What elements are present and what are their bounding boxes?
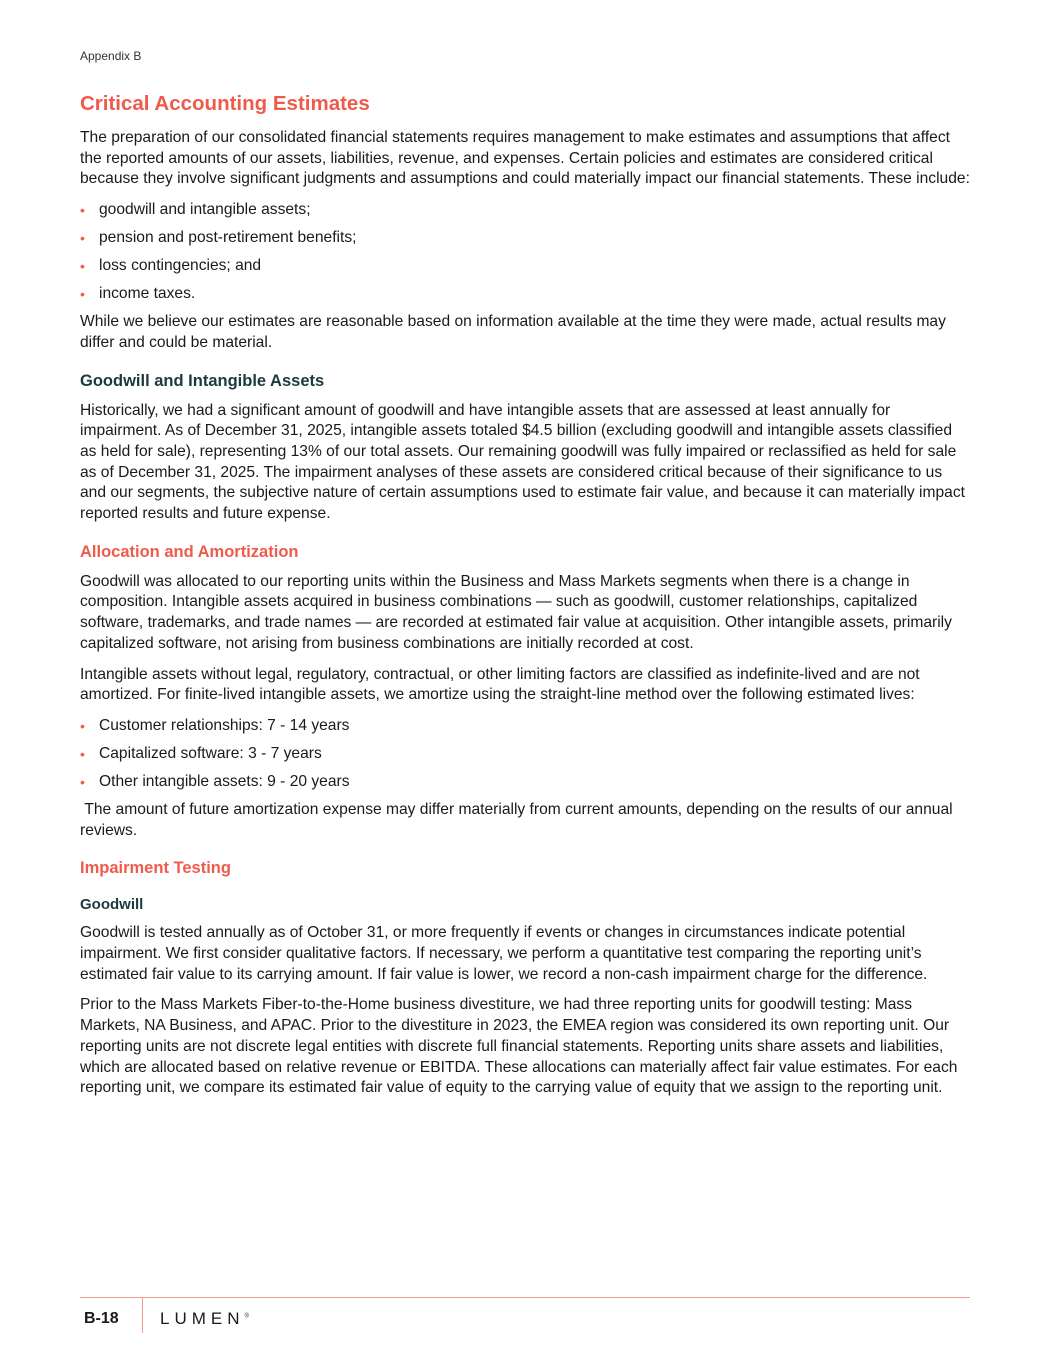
- goodwill-paragraph: Historically, we had a significant amount of goodwill and have intangible assets that are assessed at least annually for impairment. As of December 31, 2025, intangible assets totaled $4.5 billion (excluding goodwill and intangible assets classified as held for sale), representing 13% of our total assets. Our remaining goodwill was fully impaired or reclassified as held for sale as of December 31, 2025. The impairment analyses of these assets are considered critical because of their significance to us and our segments, the subjective nature of certain assumptions used to estimate fair value, and because it can materially impact reported results and future expense.: [80, 401, 965, 523]
- list-item: [80, 772, 972, 792]
- allocation-paragraph-1: Goodwill was allocated to our reporting units within the Business and Mass Markets segments when there is a change in composition. Intangible assets acquired in business combinations — such as goodwill, customer relationships, capitalized software, trademarks, and trade names — are recorded at estimated fair value at acquisition. Other intangible assets, primarily capitalized software, not arising from business combinations are initially recorded at cost.: [80, 572, 952, 652]
- estimated-lives-list: [80, 716, 972, 792]
- bullet-icon: •: [80, 258, 85, 275]
- bullet-icon: •: [80, 717, 85, 734]
- allocation-paragraph-3: The amount of future amortization expense may differ materially from current amounts, depending on the results of our annual reviews.: [80, 800, 957, 839]
- lumen-logo: [160, 1309, 249, 1329]
- list-item: [80, 228, 972, 248]
- impairment-paragraph-2: Prior to the Mass Markets Fiber-to-the-Home business divestiture, we had three reporting units for goodwill testing: Mass Markets, NA Business, and APAC. Prior to the divestiture in 2023, the EMEA region was considered its own reporting unit. Our reporting units are not discrete legal entities with discrete full financial statements. Reporting units share assets and liabilities, which are allocated based on relative revenue or EBITDA. These allocations can materially affect fair value estimates. For each reporting unit, we compare its estimated fair value of equity to the carrying value of equity that we assign to the reporting unit.: [80, 996, 958, 1097]
- list-item-text: Other intangible assets: 9 - 20 years: [99, 772, 350, 790]
- impairment-heading: Impairment Testing: [80, 859, 231, 878]
- list-item: [80, 716, 972, 736]
- list-item-text: income taxes.: [99, 285, 196, 303]
- document-body: [80, 128, 972, 1109]
- registered-mark-icon: ®: [244, 1313, 249, 1320]
- footer-separator: [142, 1297, 143, 1333]
- bullet-icon: •: [80, 773, 85, 790]
- list-item-text: Capitalized software: 3 - 7 years: [99, 744, 322, 762]
- critical-estimates-list: [80, 200, 972, 304]
- impairment-paragraph-1: Goodwill is tested annually as of October 31, or more frequently if events or changes in circumstances indicate potential impairment. We first consider qualitative factors. If necessary, we perform a quantitative test comparing the reporting unit’s estimated fair value to its carrying amount. If fair value is lower, we record a non-cash impairment charge for the difference.: [80, 924, 928, 983]
- list-item: [80, 284, 972, 304]
- bullet-icon: •: [80, 202, 85, 219]
- bullet-icon: •: [80, 286, 85, 303]
- logo-text: LUMEN: [160, 1309, 245, 1328]
- bullet-icon: •: [80, 745, 85, 762]
- intro-closing-paragraph: While we believe our estimates are reasonable based on information available at the time they were made, actual results may differ and could be material.: [80, 313, 946, 351]
- allocation-paragraph-2: Intangible assets without legal, regulatory, contractual, or other limiting factors are classified as indefinite-lived and are not amortized. For finite-lived intangible assets, we amortize using the straight-line method over the following estimated lives:: [80, 665, 920, 704]
- goodwill-subheading: Goodwill: [80, 896, 144, 914]
- page-title: Critical Accounting Estimates: [80, 92, 370, 115]
- allocation-heading: Allocation and Amortization: [80, 542, 299, 561]
- list-item-text: Customer relationships: 7 - 14 years: [99, 716, 350, 734]
- footer-divider: [80, 1297, 970, 1298]
- section-label: Appendix B: [80, 49, 142, 63]
- list-item: [80, 744, 972, 764]
- list-item-text: pension and post-retirement benefits;: [99, 229, 357, 247]
- page-number: B-18: [84, 1310, 119, 1327]
- list-item: [80, 256, 972, 276]
- list-item-text: goodwill and intangible assets;: [99, 201, 311, 219]
- goodwill-heading: Goodwill and Intangible Assets: [80, 371, 325, 390]
- list-item: [80, 200, 972, 220]
- bullet-icon: •: [80, 230, 85, 247]
- intro-paragraph: The preparation of our consolidated financial statements requires management to make estimates and assumptions that affect the reported amounts of our assets, liabilities, revenue, and expenses. Certain policies and estimates are considered critical because they involve significant judgments and assumptions and could materially impact our financial statements. These include:: [80, 129, 970, 188]
- list-item-text: loss contingencies; and: [99, 257, 262, 275]
